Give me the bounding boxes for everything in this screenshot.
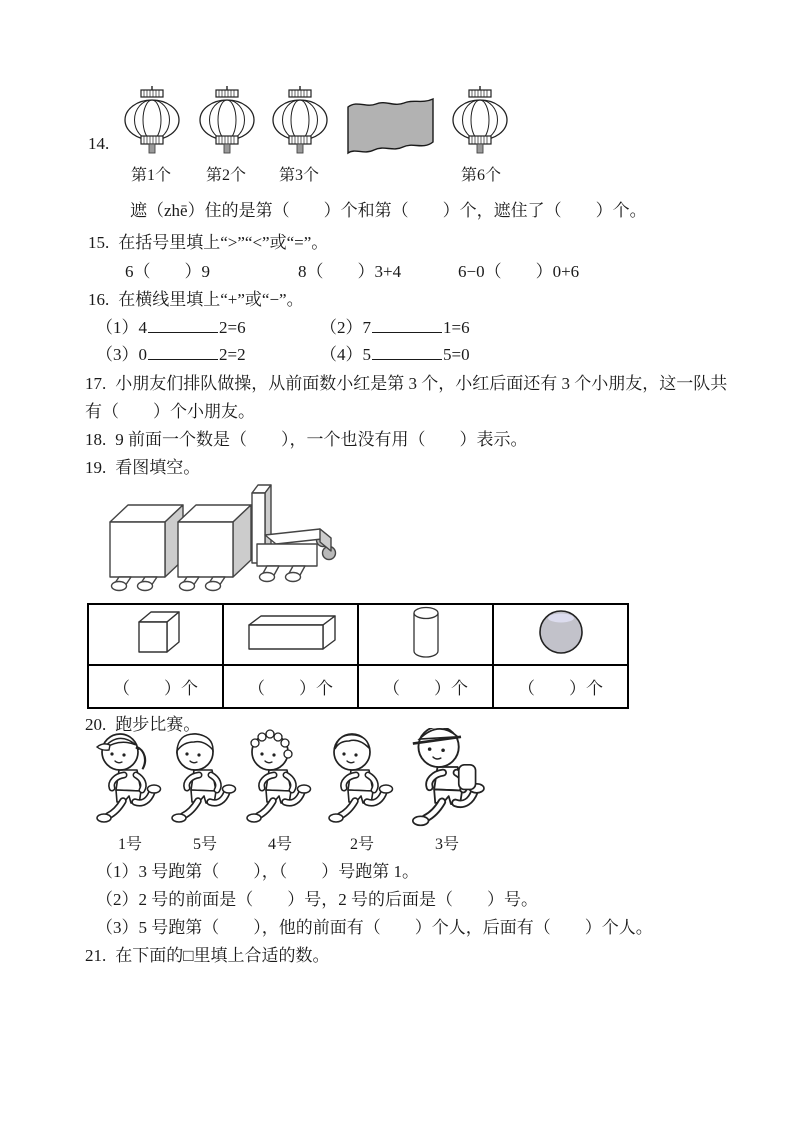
q21-title-line [85,941,330,966]
q19-number: 19. [85,458,107,477]
q16-item-2-suffix: 1=6 [443,318,470,337]
q16-item-3-suffix: 2=2 [219,345,246,364]
q16-item-1 [96,313,246,338]
cube-icon [127,607,185,657]
runners-figure [95,728,505,830]
q19-title: 看图填空。 [115,458,201,477]
runner-label-3: 3号 [434,836,460,853]
cuboid-icon [241,610,341,654]
lantern-label-6: 第6个 [461,167,502,184]
q14-number: 14. [88,134,110,153]
q16-item-3 [96,340,246,365]
q16-title: 在横线里填上“+”或“−”。 [118,290,304,309]
cube-cell [88,604,223,665]
train-blocks-figure [95,478,340,596]
lantern-label-2: 第2个 [206,167,247,184]
count-cell-2: （ ）个 [223,665,358,708]
q20-number: 20. [85,715,107,734]
q18-number: 18. [85,430,107,449]
sphere-icon [535,607,587,657]
runner-figure-4 [329,734,393,822]
runner-figure-5 [413,728,484,825]
q16-item-4-suffix: 5=0 [443,345,470,364]
q17-text-1: 小朋友们排队做操，从前面数小红是第 3 个，小红后面还有 3 个小朋友，这一队共 [115,374,728,393]
q16-item-4-prefix: （4）5 [320,345,371,364]
count-cell-3: （ ）个 [358,665,493,708]
q16-item-2-prefix: （2）7 [320,318,371,337]
q19-title-line [85,453,200,478]
count-cell-1: （ ）个 [88,665,223,708]
q16-item-1-blank [148,315,218,333]
q15-title: 在括号里填上“>”“<”或“=”。 [118,233,329,252]
q17-line2: 有（ ）个小朋友。 [85,402,255,421]
q20-sub-3: （3）5 号跑第（ ），他的前面有（ ）个人，后面有（ ）个人。 [96,918,653,937]
q16-item-2 [320,313,470,338]
q14-lanterns-figure [124,84,514,156]
q18-text: 9 前面一个数是（ ），一个也没有用（ ）表示。 [115,430,528,449]
q14-question: 遮（zhē）住的是第（ ）个和第（ ）个，遮住了（ ）个。 [130,201,647,220]
q16-item-4-blank [372,342,442,360]
q16-title-line [88,285,304,310]
lantern-label-3: 第3个 [279,167,320,184]
runner-label-2: 2号 [349,836,375,853]
q20-sub-2: （2）2 号的前面是（ ）号，2 号的后面是（ ）号。 [96,890,538,909]
count-cell-4: （ ）个 [493,665,628,708]
q15-item-2: 8（ ）3+4 [298,262,402,281]
cylinder-icon [409,605,443,659]
q20-sub-1: （1）3 号跑第（ ），（ ）号跑第 1。 [96,862,419,881]
runner-figure-2 [172,734,236,822]
table-row-shapes [88,604,628,665]
q18-line [85,425,528,450]
q16-item-4 [320,340,470,365]
runner-figure-1 [97,734,161,822]
runner-label-5: 5号 [192,836,218,853]
q17-line1 [85,369,727,394]
q20-title: 跑步比赛。 [115,715,201,734]
sphere-cell [493,604,628,665]
q21-number: 21. [85,946,107,965]
cylinder-cell [358,604,493,665]
q17-number: 17. [85,374,107,393]
runner-figure-3 [247,730,311,822]
runner-label-4: 4号 [267,836,293,853]
q21-title: 在下面的□里填上合适的数。 [115,946,330,965]
q15-item-1: 6（ ）9 [125,262,210,281]
q15-number: 15. [88,233,110,252]
q15-title-line [88,228,328,253]
q16-item-2-blank [372,315,442,333]
q16-item-1-suffix: 2=6 [219,318,246,337]
q16-item-3-prefix: （3）0 [96,345,147,364]
cover-shape [348,99,433,153]
cuboid-cell [223,604,358,665]
q19-shape-table [87,603,629,709]
table-row-counts [88,665,628,708]
runner-label-1: 1号 [117,836,143,853]
q15-item-3: 6−0（ ）0+6 [458,262,580,281]
q16-item-1-prefix: （1）4 [96,318,147,337]
q16-number: 16. [88,290,110,309]
lantern-label-1: 第1个 [131,167,172,184]
q16-item-3-blank [148,342,218,360]
